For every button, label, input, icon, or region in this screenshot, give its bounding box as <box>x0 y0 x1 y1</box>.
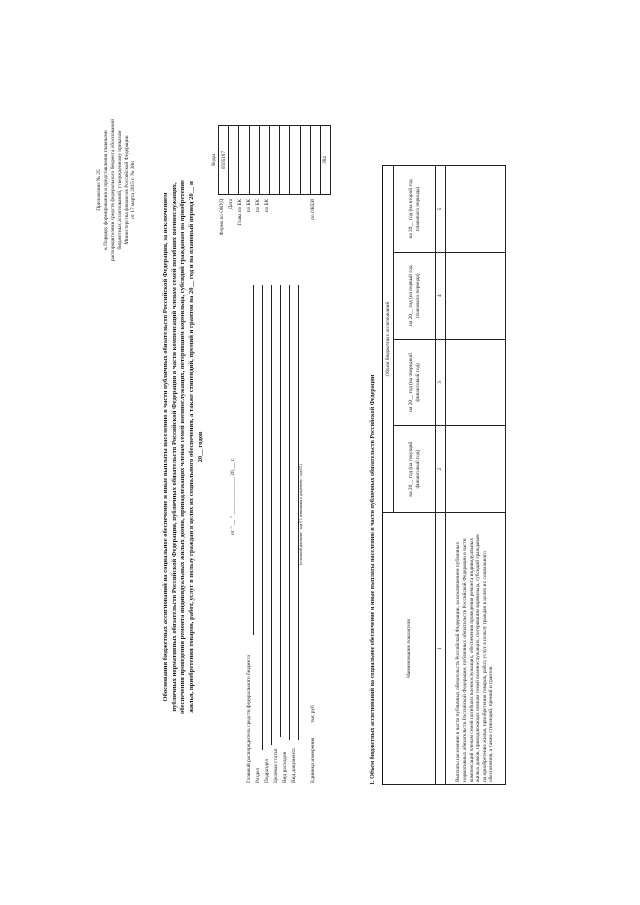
blank-cell-2 <box>310 126 320 195</box>
po-bk-label-3: по БК <box>264 199 270 213</box>
okei-label: по ОКЕИ <box>310 199 316 220</box>
title-line: публичных нормативных обязательств Российской Федерации, публичных обязательств Российской Федерации в части компенсаций членам семей погибших военнослужащих, <box>170 182 178 712</box>
appendix-line: бюджетных ассигнований, утвержденному приказом <box>116 130 123 250</box>
row-text-line: нормативных обязательств Российской Федерации, публичных обязательств Российской Федерации в части <box>461 538 468 782</box>
date-cell <box>229 126 239 195</box>
manager-label: Главный распорядитель средств федерального бюджета <box>246 654 252 783</box>
glava-cell <box>239 126 249 195</box>
bk-cell-3 <box>269 126 279 195</box>
col-num-2: 2 <box>436 426 446 513</box>
title-line: жилья, приобретения товаров, работ, услуг в пользу граждан в целях их социального обеспечения, а также стипендий, премий и грантов на 20__ год и на плановый период 20__ и <box>188 181 196 713</box>
manager-line <box>253 285 254 635</box>
title-line: Обоснования бюджетных ассигнований на социальное обеспечение и иные выплаты населению в части публичных обязательств Российской Федерации, за исключением <box>162 192 169 702</box>
col-header-plan2: на 20__ год (на второй год планового периода) <box>394 166 436 253</box>
value-cell <box>445 252 505 339</box>
form-okud-label: Форма по ОКУД <box>219 199 225 236</box>
section-title: 1. Объем бюджетных ассигнований на социальное обеспечение и иные выплаты населению в части публичных обязательств Российской Федерации <box>370 374 376 785</box>
appendix-note <box>96 115 137 265</box>
title-line: 20__ годов <box>196 431 204 463</box>
col-header-plan1: на 20__ год (на первый год планового периода) <box>394 252 436 339</box>
expense-type-label: Вид расходов <box>282 752 288 783</box>
doc-type-label: Вид документа <box>291 748 297 783</box>
date-line: от " __ " ______________ 20___ г. <box>230 457 236 535</box>
po-bk-label-2: по БК <box>255 199 261 213</box>
appendix-line: к Порядку формирования и представления главными <box>102 130 109 250</box>
section-label: Раздел <box>255 767 261 783</box>
section-line <box>262 285 263 750</box>
row-description <box>445 513 505 785</box>
target-line <box>280 285 281 737</box>
appendix-line: распорядителями средств федерального бюджета обоснований <box>109 119 116 261</box>
appendix-line: Министерства финансов Российской Федерации <box>123 135 130 245</box>
unit-label: Единица измерения <box>310 737 316 783</box>
bk-cell-5 <box>290 126 300 195</box>
subsection-line <box>271 285 272 745</box>
col-header-next: на 20__ год (на очередной финансовый год) <box>394 339 436 426</box>
glava-bk-label: Глава по БК <box>237 199 243 226</box>
group-header: Объем бюджетных ассигнований <box>383 166 394 513</box>
expense-type-line <box>289 285 290 740</box>
bk-cell-1 <box>249 126 259 195</box>
okei-code-cell: 384 <box>320 126 330 195</box>
row-text-line: Выплаты населению в части публичных обязательств Российской Федерации, за исключением публичных <box>455 541 462 782</box>
doc-type-hint: (основной документ - код 01; изменения к документу - код 02) <box>299 464 303 565</box>
row-text-line: жилых домов, принадлежащих членам семей военнослужащих, потерявшим кормильца, субсидий гражданам <box>475 534 482 782</box>
col-name-header: Наименование показателя <box>383 513 436 785</box>
codes-table <box>210 125 331 195</box>
title-line: обеспечения проведения ремонта индивидуальных жилых домов, принадлежащих членам семей военнослужащих, потерявшим кормильца, субсидий гражданам на приобретение <box>179 180 187 714</box>
rotated-form <box>90 105 545 795</box>
main-table <box>382 165 506 785</box>
target-label: Целевая статья <box>273 748 279 783</box>
appendix-line: Приложение № 25 <box>96 169 102 211</box>
unit-value: тыс руб <box>310 705 316 723</box>
document-title <box>162 107 206 787</box>
col-header-current: на 20__ год (на текущий финансовый год) <box>394 426 436 513</box>
blank-cell-1 <box>300 126 310 195</box>
po-bk-label-1: по БК <box>246 199 252 213</box>
col-num-4: 4 <box>436 252 446 339</box>
col-num-5: 5 <box>436 166 446 253</box>
value-cell <box>445 166 505 253</box>
col-num-3: 3 <box>436 339 446 426</box>
bk-cell-4 <box>280 126 290 195</box>
date-label: Дата <box>228 199 234 210</box>
bk-cell-2 <box>259 126 269 195</box>
row-text-line: компенсаций членам семей погибших военнослужащих, обеспечения проведения ремонта индивидуальных <box>468 538 475 782</box>
value-cell <box>445 426 505 513</box>
row-text-line: на приобретение жилья, приобретения товаров, работ, услуг в пользу граждан в целях их социального <box>481 551 488 782</box>
appendix-line: от 17 марта 2015 г. № 38н <box>130 161 137 219</box>
value-cell <box>445 339 505 426</box>
subsection-label: Подраздел <box>264 758 270 783</box>
form-code-cell: 0505187 <box>219 126 229 195</box>
col-num-1: 1 <box>436 513 446 785</box>
codes-header: Коды <box>211 154 217 166</box>
row-text-line: обеспечения, а также стипендий, премий и грантов <box>488 666 495 782</box>
